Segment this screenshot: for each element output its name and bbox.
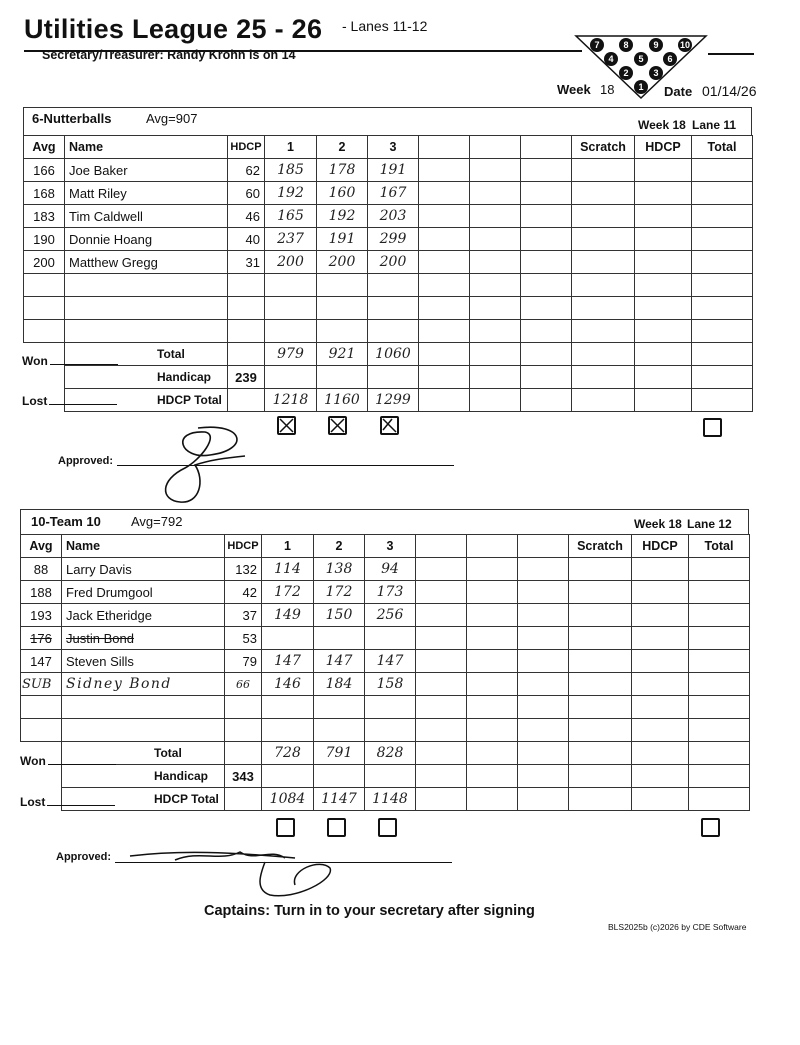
- cell: [419, 228, 470, 251]
- team2-lane: Lane 12: [687, 517, 732, 531]
- cell: [467, 604, 518, 627]
- cell: [632, 581, 689, 604]
- game1-score[interactable]: 147: [262, 650, 314, 673]
- lost-field[interactable]: [20, 795, 115, 809]
- bowler-avg: 190: [24, 228, 65, 251]
- game1-win-checkbox[interactable]: [276, 818, 295, 837]
- col-name: Name: [62, 535, 225, 558]
- bowler-hdcp: 37: [225, 604, 262, 627]
- total-label: Total: [65, 343, 228, 366]
- cell: [569, 650, 632, 673]
- col-g2: 2: [317, 136, 368, 159]
- cell: [467, 581, 518, 604]
- bowler-name: Joe Baker: [65, 159, 228, 182]
- cell: [635, 182, 692, 205]
- bowler-avg: 176: [21, 627, 62, 650]
- cell: [467, 673, 518, 696]
- game2-score[interactable]: 160: [317, 182, 368, 205]
- game3-win-checkbox[interactable]: [378, 818, 397, 837]
- pin-6: 6: [667, 54, 673, 64]
- bowler-hdcp: 60: [228, 182, 265, 205]
- col-blank: [467, 535, 518, 558]
- bowler-hdcp: 42: [225, 581, 262, 604]
- cell: [467, 627, 518, 650]
- table-row: [24, 251, 753, 274]
- handicap-label: Handicap: [65, 366, 228, 389]
- game1-score[interactable]: 146: [262, 673, 314, 696]
- col-scratch: Scratch: [572, 136, 635, 159]
- game1-win-checkbox[interactable]: [277, 416, 296, 435]
- team2-score-table: [20, 534, 750, 811]
- cell: [635, 251, 692, 274]
- cell: [572, 159, 635, 182]
- team2-week: Week 18: [634, 517, 682, 531]
- game3-score[interactable]: 256: [365, 604, 416, 627]
- cell: [632, 558, 689, 581]
- cell: [692, 182, 753, 205]
- cell: [521, 228, 572, 251]
- table-row-empty: [21, 696, 750, 719]
- cell: [521, 182, 572, 205]
- game2-score[interactable]: 150: [314, 604, 365, 627]
- cell: [689, 673, 750, 696]
- bowler-avg: 193: [21, 604, 62, 627]
- cell: [692, 228, 753, 251]
- cell: [470, 182, 521, 205]
- game3-win-checkbox[interactable]: [380, 416, 399, 435]
- week-label: Week: [557, 82, 591, 97]
- cell: [416, 650, 467, 673]
- handicap-row: [24, 366, 753, 389]
- cell: [632, 650, 689, 673]
- game2-score[interactable]: 178: [317, 159, 368, 182]
- table-row: [24, 159, 753, 182]
- game3-score[interactable]: 200: [368, 251, 419, 274]
- check-x-icon: [279, 418, 294, 433]
- cell: [572, 205, 635, 228]
- cell: [416, 581, 467, 604]
- game2-hdcp-total: 1160: [317, 389, 368, 412]
- total-win-checkbox[interactable]: [701, 818, 720, 837]
- cell: [569, 627, 632, 650]
- title-rule-right: [708, 53, 754, 55]
- col-g3: 3: [365, 535, 416, 558]
- col-blank: [518, 535, 569, 558]
- bowler-name: Donnie Hoang: [65, 228, 228, 251]
- game3-score[interactable]: 147: [365, 650, 416, 673]
- table-row: [21, 581, 750, 604]
- hdcp-total-row: [21, 788, 750, 811]
- team1-avg: Avg=907: [146, 111, 198, 126]
- col-total: Total: [689, 535, 750, 558]
- table-row: [24, 182, 753, 205]
- lanes-label: - Lanes 11-12: [342, 18, 428, 34]
- game2-win-checkbox[interactable]: [327, 818, 346, 837]
- cell: [635, 159, 692, 182]
- bowler-name: Steven Sills: [62, 650, 225, 673]
- bowler-avg: 166: [24, 159, 65, 182]
- cell: [416, 604, 467, 627]
- game2-score[interactable]: 138: [314, 558, 365, 581]
- pin-10: 10: [679, 40, 691, 50]
- team1-score-table: [23, 135, 753, 412]
- cell: [518, 604, 569, 627]
- total-label: Total: [62, 742, 225, 765]
- game2-score[interactable]: 184: [314, 673, 365, 696]
- won-label: Won: [20, 754, 46, 768]
- cell: [416, 627, 467, 650]
- game1-score[interactable]: 149: [262, 604, 314, 627]
- col-blank: [419, 136, 470, 159]
- check-x-icon: [382, 418, 397, 433]
- game2-score[interactable]: 172: [314, 581, 365, 604]
- bowler-name: Jack Etheridge: [62, 604, 225, 627]
- game2-score[interactable]: 147: [314, 650, 365, 673]
- cell: [569, 604, 632, 627]
- game2-score[interactable]: 191: [317, 228, 368, 251]
- game3-score[interactable]: 191: [368, 159, 419, 182]
- bowler-avg: 183: [24, 205, 65, 228]
- game1-score[interactable]: 237: [265, 228, 317, 251]
- hdcp-total-label: HDCP Total: [65, 389, 228, 412]
- cell: [467, 650, 518, 673]
- bowler-hdcp: 40: [228, 228, 265, 251]
- won-field[interactable]: [20, 754, 116, 768]
- cell: [632, 627, 689, 650]
- cell: [569, 581, 632, 604]
- game3-hdcp-total: 1299: [368, 389, 419, 412]
- col-avg: Avg: [21, 535, 62, 558]
- game1-total: 979: [265, 343, 317, 366]
- handicap-value: 343: [225, 765, 262, 788]
- game1-hdcp-total: 1084: [262, 788, 314, 811]
- table-row: [24, 228, 753, 251]
- check-x-icon: [330, 418, 345, 433]
- table-row: [21, 558, 750, 581]
- col-avg: Avg: [24, 136, 65, 159]
- cell: [521, 251, 572, 274]
- lost-field[interactable]: [22, 394, 117, 408]
- game1-score[interactable]: 165: [265, 205, 317, 228]
- game2-total: 791: [314, 742, 365, 765]
- cell: [689, 604, 750, 627]
- col-total: Total: [692, 136, 753, 159]
- pin-7: 7: [594, 40, 600, 50]
- cell: [470, 205, 521, 228]
- date-value: 01/14/26: [702, 83, 757, 99]
- cell: [572, 228, 635, 251]
- hdcp-total-label: HDCP Total: [62, 788, 225, 811]
- game1-hdcp-total: 1218: [265, 389, 317, 412]
- game2-hdcp-total: 1147: [314, 788, 365, 811]
- game1-score[interactable]: 114: [262, 558, 314, 581]
- col-hdcp: HDCP: [228, 136, 265, 159]
- pin-5: 5: [638, 54, 644, 64]
- bowler-hdcp: 46: [228, 205, 265, 228]
- signature-icon: [150, 420, 260, 505]
- bowler-avg: SUB: [21, 673, 62, 696]
- date-label: Date: [664, 84, 693, 99]
- cell: [572, 182, 635, 205]
- cell: [419, 182, 470, 205]
- cell: [518, 581, 569, 604]
- bowler-name: Justin Bond: [62, 627, 225, 650]
- won-field[interactable]: [22, 354, 118, 368]
- total-win-checkbox[interactable]: [703, 418, 722, 437]
- won-label: Won: [22, 354, 48, 368]
- game3-score[interactable]: 167: [368, 182, 419, 205]
- handicap-label: Handicap: [62, 765, 225, 788]
- lost-label: Lost: [22, 394, 48, 408]
- table-row: [21, 650, 750, 673]
- bowler-name: Matt Riley: [65, 182, 228, 205]
- cell: [572, 251, 635, 274]
- cell: [419, 159, 470, 182]
- bowler-name: Fred Drumgool: [62, 581, 225, 604]
- cell: [635, 205, 692, 228]
- col-g2: 2: [314, 535, 365, 558]
- col-g1: 1: [262, 535, 314, 558]
- secretary-line: Secretary/Treasurer: Randy Krohn is on 14: [42, 48, 296, 62]
- table-row-empty: [24, 297, 753, 320]
- cell: [518, 558, 569, 581]
- cell: [419, 205, 470, 228]
- game2-score[interactable]: 192: [317, 205, 368, 228]
- cell: [419, 251, 470, 274]
- col-scratch: Scratch: [569, 535, 632, 558]
- totals-row: [21, 742, 750, 765]
- cell: [689, 581, 750, 604]
- bowler-avg: 200: [24, 251, 65, 274]
- col-hdcp: HDCP: [225, 535, 262, 558]
- bowler-avg: 168: [24, 182, 65, 205]
- game3-score[interactable]: 203: [368, 205, 419, 228]
- cell: [416, 673, 467, 696]
- league-title: Utilities League 25 - 26: [24, 14, 323, 44]
- game3-hdcp-total: 1148: [365, 788, 416, 811]
- cell: [470, 159, 521, 182]
- cell: [467, 558, 518, 581]
- pin-9: 9: [653, 40, 659, 50]
- cell: [569, 558, 632, 581]
- totals-row: [24, 343, 753, 366]
- table-row-empty: [24, 274, 753, 297]
- col-name: Name: [65, 136, 228, 159]
- table-row-struck: [21, 627, 750, 650]
- cell: [470, 228, 521, 251]
- game2-total: 921: [317, 343, 368, 366]
- game1-score[interactable]: 192: [265, 182, 317, 205]
- signature-icon: [120, 840, 350, 900]
- team1-week: Week 18: [638, 118, 686, 132]
- table-row-empty: [24, 320, 753, 343]
- cell: [569, 673, 632, 696]
- cell: [632, 673, 689, 696]
- table-row: [24, 205, 753, 228]
- bowler-hdcp: 132: [225, 558, 262, 581]
- col-blank: [470, 136, 521, 159]
- game3-score[interactable]: 94: [365, 558, 416, 581]
- cell: [692, 251, 753, 274]
- pin-8: 8: [623, 40, 629, 50]
- cell: [518, 650, 569, 673]
- team1-lane: Lane 11: [692, 118, 737, 132]
- cell: [689, 627, 750, 650]
- bowler-avg: 188: [21, 581, 62, 604]
- col-g3: 3: [368, 136, 419, 159]
- cell: [470, 251, 521, 274]
- cell: [521, 159, 572, 182]
- cell: [521, 205, 572, 228]
- handicap-row: [21, 765, 750, 788]
- game1-score[interactable]: 172: [262, 581, 314, 604]
- bowler-name: Larry Davis: [62, 558, 225, 581]
- game3-total: 828: [365, 742, 416, 765]
- bowler-hdcp: 79: [225, 650, 262, 673]
- team2-header: [20, 509, 749, 535]
- cell: [632, 604, 689, 627]
- bowler-avg: 88: [21, 558, 62, 581]
- game3-total: 1060: [368, 343, 419, 366]
- col-blank: [521, 136, 572, 159]
- approved-label: Approved:: [56, 851, 111, 863]
- game1-score[interactable]: 200: [265, 251, 317, 274]
- pin-4: 4: [608, 54, 614, 64]
- handicap-value: 239: [228, 366, 265, 389]
- bowler-name: Matthew Gregg: [65, 251, 228, 274]
- week-value: 18: [600, 82, 615, 97]
- pin-2: 2: [623, 68, 629, 78]
- table-row-empty: [21, 719, 750, 742]
- lost-label: Lost: [20, 795, 46, 809]
- game1-score[interactable]: 185: [265, 159, 317, 182]
- game1-score[interactable]: [262, 627, 314, 650]
- captains-instruction: Captains: Turn in to your secretary after signing: [204, 903, 535, 919]
- game2-score[interactable]: 200: [317, 251, 368, 274]
- team2-avg: Avg=792: [131, 514, 183, 529]
- bowler-name: Sidney Bond: [62, 673, 225, 696]
- cell: [635, 228, 692, 251]
- bowler-hdcp: 53: [225, 627, 262, 650]
- cell: [416, 558, 467, 581]
- col-hdcp2: HDCP: [635, 136, 692, 159]
- cell: [692, 205, 753, 228]
- hdcp-total-row: [24, 389, 753, 412]
- cell: [518, 627, 569, 650]
- game3-score[interactable]: 158: [365, 673, 416, 696]
- col-hdcp2: HDCP: [632, 535, 689, 558]
- team1-header: [23, 107, 752, 136]
- game3-score[interactable]: 299: [368, 228, 419, 251]
- table-row-sub: [21, 673, 750, 696]
- game2-score[interactable]: [314, 627, 365, 650]
- cell: [689, 558, 750, 581]
- approved-label: Approved:: [58, 455, 113, 467]
- table-row: [21, 604, 750, 627]
- cell: [518, 673, 569, 696]
- game1-total: 728: [262, 742, 314, 765]
- pin-1: 1: [638, 82, 644, 92]
- copyright: BLS2025b (c)2026 by CDE Software: [608, 922, 747, 932]
- bowler-avg: 147: [21, 650, 62, 673]
- team1-name: 6-Nutterballs: [32, 111, 112, 126]
- team2-name: 10-Team 10: [31, 514, 101, 529]
- cell: [692, 159, 753, 182]
- bowler-name: Tim Caldwell: [65, 205, 228, 228]
- col-blank: [416, 535, 467, 558]
- bowler-hdcp: 66: [225, 673, 262, 696]
- cell: [689, 650, 750, 673]
- bowler-hdcp: 62: [228, 159, 265, 182]
- game3-score[interactable]: [365, 627, 416, 650]
- game3-score[interactable]: 173: [365, 581, 416, 604]
- pin-3: 3: [653, 68, 659, 78]
- bowler-hdcp: 31: [228, 251, 265, 274]
- col-g1: 1: [265, 136, 317, 159]
- game2-win-checkbox[interactable]: [328, 416, 347, 435]
